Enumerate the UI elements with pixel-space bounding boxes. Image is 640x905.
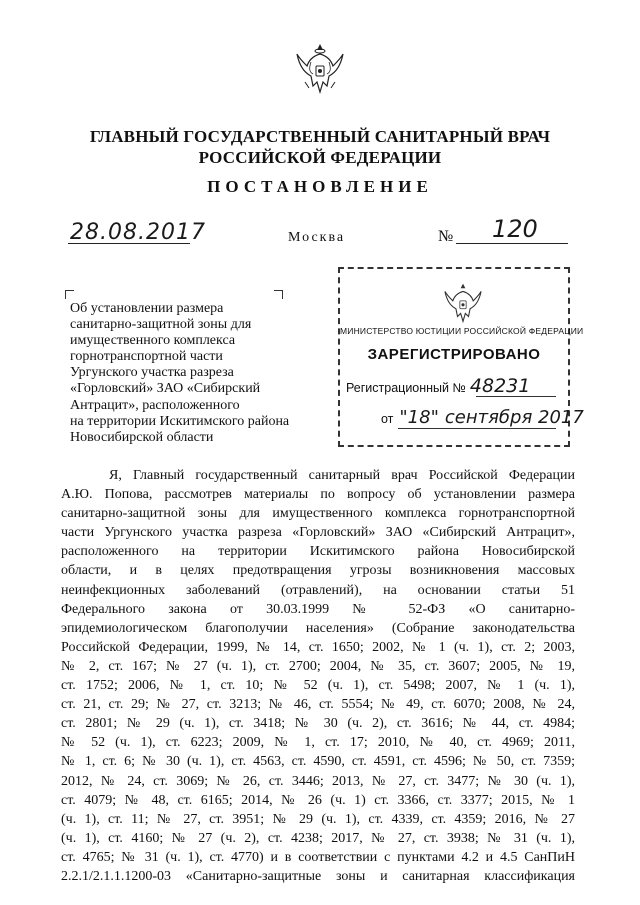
- body-line: Российской Федерации, 1999, № 14, ст. 1650; 2002, № 1 (ч. 1), ст. 2; 2003,: [61, 639, 575, 655]
- coat-of-arms-emblem: [295, 42, 345, 98]
- subject-line: горнотранспортной части: [70, 349, 223, 365]
- body-line: (ч. 1), ст. 4160; № 27 (ч. 2), ст. 4238; 2017, № 27, ст. 3938; № 31 (ч. 1),: [61, 830, 575, 846]
- body-line: № 1, ст. 6; № 30 (ч. 1), ст. 4563, ст. 4590, ст. 4591, ст. 4596; № 50, ст. 7359;: [61, 754, 575, 770]
- document-subject: [70, 301, 290, 446]
- subject-line: Ургунского участка разреза: [70, 365, 234, 381]
- number-underline: [456, 243, 568, 244]
- document-city: Москва: [288, 230, 346, 245]
- body-line: Федерального закона от 30.03.1999 № 52-ФЗ «О санитарно-: [61, 601, 575, 617]
- body-line: ст. 4079; № 48, ст. 6165; 2014, № 26 (ч. 1) ст. 3366, ст. 3377; 2015, № 1: [61, 792, 575, 808]
- subject-line: на территории Искитимского района: [70, 413, 290, 429]
- body-line: ст. 4765; № 31 (ч. 1), ст. 4770) и в соответствии с пунктами 4.2 и 4.5 СанПиН: [61, 849, 575, 865]
- subject-bracket-left: [65, 290, 74, 299]
- stamp-reg-number: 48231: [469, 375, 531, 397]
- subject-line: Об установлении размера: [70, 301, 224, 316]
- subject-line: санитарно-защитной зоны для: [70, 317, 252, 333]
- stamp-date-underline: [398, 428, 556, 429]
- stamp-reg-line: [346, 375, 530, 397]
- body-line: неинфекционных заболеваний (отравлений), на основании статьи 51: [61, 582, 575, 598]
- body-line: № 52 (ч. 1), ст. 6223; 2009, № 1, ст. 17; 2010, № 40, ст. 4969; 2011,: [61, 735, 575, 751]
- stamp-date-day: "18": [399, 407, 439, 428]
- subject-line: «Горловский» ЗАО «Сибирский: [70, 381, 261, 397]
- document-type: ПОСТАНОВЛЕНИЕ: [207, 177, 433, 196]
- stamp-date-line: [381, 407, 584, 428]
- stamp-reg-label: Регистрационный №: [346, 381, 466, 395]
- reg-number-underline: [476, 396, 556, 397]
- document-number: 120: [492, 215, 538, 243]
- body-line: ст. 2801; № 29 (ч. 1), ст. 3418; № 30 (ч. 2), ст. 3616; № 44, ст. 4984;: [61, 716, 575, 732]
- subject-line: Антрацит», расположенного: [70, 397, 240, 413]
- body-line: ст. 1752; 2006, № 1, ст. 10; № 52 (ч. 1), ст. 5498; 2007, № 1 (ч. 1),: [61, 678, 575, 694]
- date-underline: [68, 243, 190, 244]
- body-line: части Ургунского участка разреза «Горловский» ЗАО «Сибирский Антрацит»,: [61, 525, 575, 541]
- body-line: 2012, № 24, ст. 3069; № 26, ст. 3446; 2013, № 27, ст. 3477; № 30 (ч. 1),: [61, 773, 575, 789]
- stamp-date-rest: сентября 2017: [444, 407, 584, 428]
- body-line: области, и в целях предотвращения угрозы возникновения массовых: [61, 563, 575, 579]
- stamp-ministry: МИНИСТЕРСТВО ЮСТИЦИИ РОССИЙСКОЙ ФЕДЕРАЦИИ: [340, 326, 584, 336]
- body-line: А.Ю. Попова, рассмотрев материалы по вопросу об установлении размера: [61, 487, 575, 503]
- body-line: эпидемиологическом благополучии населения» (Собрание законодательства: [61, 620, 575, 636]
- body-line: санитарно-защитной зоны для имущественного комплекса горнотранспортной: [61, 506, 575, 522]
- issuer-title-line2: РОССИЙСКОЙ ФЕДЕРАЦИИ: [198, 148, 442, 167]
- stamp-date-from: от: [381, 412, 394, 426]
- body-line: (ч. 1), ст. 11; № 27, ст. 3951; № 29 (ч. 1), ст. 4339, ст. 4359; 2016, № 27: [61, 811, 575, 827]
- subject-line: Новосибирской области: [70, 429, 214, 445]
- subject-bracket-right: [274, 290, 283, 299]
- body-line: расположенного на территории Искитимского района Новосибирской: [61, 544, 575, 560]
- body-line: 2.2.1/2.1.1.1200-03 «Санитарно-защитные зоны и санитарная классификация: [61, 868, 575, 884]
- issuer-title-line1: ГЛАВНЫЙ ГОСУДАРСТВЕННЫЙ САНИТАРНЫЙ ВРАЧ: [89, 127, 551, 146]
- document-date: 28.08.2017: [70, 220, 206, 245]
- body-line: ст. 21, ст. 29; № 27, ст. 3213; № 46, ст. 5554; № 49, ст. 6070; 2008, № 24,: [61, 697, 575, 713]
- number-label: №: [438, 228, 454, 245]
- subject-line: имущественного комплекса: [70, 333, 236, 349]
- body-line: Я, Главный государственный санитарный врач Российской Федерации: [109, 468, 575, 483]
- stamp-registered: ЗАРЕГИСТРИРОВАНО: [367, 346, 541, 363]
- body-line: № 2, ст. 167; № 27 (ч. 1), ст. 2700; 2004, № 35, ст. 3607; 2005, № 19,: [61, 658, 575, 674]
- stamp-coat-of-arms-icon: [443, 282, 483, 326]
- document-body: [61, 466, 575, 886]
